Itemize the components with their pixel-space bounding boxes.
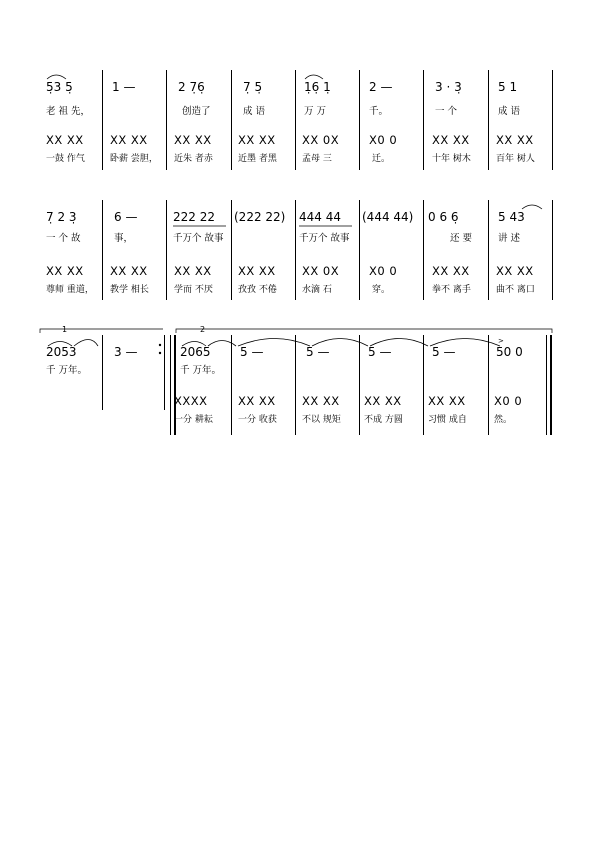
rhythm: XX 0X — [302, 133, 340, 147]
rhythm: XXXX — [174, 394, 208, 408]
melody: 5 — — [240, 345, 264, 359]
lyric: 还 要 — [450, 233, 473, 244]
melody: 2 — — [369, 80, 393, 94]
rhythm: XX XX — [174, 264, 212, 278]
lyric: 千。 — [369, 106, 389, 117]
melody: 0 6 6̣ — [428, 210, 459, 224]
rhythm: XX XX — [302, 394, 340, 408]
rhythm-lyric: 孟母 三 — [302, 154, 332, 164]
melody: 3 — — [114, 345, 138, 359]
melody: 444 44 — [299, 210, 341, 224]
lyric: 万 万 — [304, 106, 327, 117]
rhythm: XX XX — [46, 133, 84, 147]
lyric: 老 祖 先， — [46, 106, 91, 117]
melody: 3 · 3̣ — [435, 80, 462, 94]
slurs — [0, 200, 600, 300]
rhythm: XX XX — [238, 264, 276, 278]
melody: 5 — — [306, 345, 330, 359]
rhythm: XX XX — [428, 394, 466, 408]
rhythm: XX XX — [46, 264, 84, 278]
rhythm-lyric: 近墨 者黑 — [238, 154, 277, 164]
melody: 7̣ 5̣ — [243, 80, 263, 94]
rhythm: XX XX — [496, 264, 534, 278]
lyric: 成 语 — [498, 106, 521, 117]
barline — [488, 335, 489, 435]
melody: 6 — — [114, 210, 138, 224]
melody: 2053 — [46, 345, 77, 359]
final-barline-thin — [546, 335, 547, 435]
barline — [359, 335, 360, 435]
melody: 5 — — [368, 345, 392, 359]
rhythm-lyric: 不成 方圆 — [364, 415, 403, 425]
rhythm-lyric: 一分 耕耘 — [174, 415, 213, 425]
rhythm: XX XX — [432, 264, 470, 278]
rhythm: X0 0 — [369, 264, 398, 278]
melody: 5 — — [432, 345, 456, 359]
lyric: 一 个 — [435, 106, 458, 117]
rhythm-lyric: 学而 不厌 — [174, 285, 213, 295]
rhythm: XX XX — [364, 394, 402, 408]
volta-2-label: 2 — [200, 325, 206, 334]
melody: 222 22 — [173, 210, 215, 224]
melody: 5 43 — [498, 210, 525, 224]
rhythm: XX XX — [238, 394, 276, 408]
rhythm-lyric: 穿。 — [372, 285, 391, 295]
system-1 — [0, 70, 600, 170]
lyric: 讲 述 — [498, 233, 521, 244]
rhythm: XX XX — [110, 133, 148, 147]
melody: 1 — — [112, 80, 136, 94]
barline — [231, 335, 232, 435]
lyric: 千 万年。 — [46, 365, 88, 376]
rhythm: XX XX — [110, 264, 148, 278]
system-3 — [0, 325, 600, 435]
rhythm: X0 0 — [369, 133, 398, 147]
melody: 1̣6̣ 1̣ — [304, 80, 331, 94]
lyric: 事， — [114, 233, 134, 244]
rhythm-lyric: 教学 相长 — [110, 285, 149, 295]
rhythm-lyric: 迁。 — [372, 154, 391, 164]
lyric: 千万个 故事 — [173, 233, 224, 244]
rhythm-lyric: 不以 规矩 — [302, 415, 341, 425]
rhythm-lyric: 水滴 石 — [302, 285, 332, 295]
barline — [170, 335, 171, 435]
rhythm-lyric: 尊师 重道， — [46, 285, 94, 295]
rhythm-lyric: 一分 收获 — [238, 415, 277, 425]
rhythm-lyric: 卧薪 尝胆， — [110, 154, 158, 164]
lyric: 创造了 — [182, 106, 211, 117]
slurs — [0, 70, 600, 170]
svg-text:>: > — [498, 337, 504, 345]
rhythm: XX XX — [174, 133, 212, 147]
barline — [102, 335, 103, 410]
lyric: 成 语 — [243, 106, 266, 117]
melody: (222 22) — [234, 210, 286, 224]
rhythm-lyric: 习惯 成自 — [428, 415, 467, 425]
rhythm: XX 0X — [302, 264, 340, 278]
melody: 2065 — [180, 345, 211, 359]
rhythm-lyric: 曲不 离口 — [496, 285, 535, 295]
rhythm-lyric: 近朱 者赤 — [174, 154, 213, 164]
rhythm: XX XX — [496, 133, 534, 147]
melody: 50 0 — [496, 345, 523, 359]
melody: (444 44) — [362, 210, 414, 224]
lyric: 一 个 故 — [46, 233, 81, 244]
melody: 5 1 — [498, 80, 518, 94]
barline — [164, 335, 165, 410]
volta-1-label: 1 — [62, 325, 68, 334]
rhythm-lyric: 拳不 离手 — [432, 285, 471, 295]
barline — [295, 335, 296, 435]
final-barline-thick — [550, 335, 552, 435]
rhythm-lyric: 百年 树人 — [496, 154, 535, 164]
melody: 2 7̣6̣ — [178, 80, 205, 94]
lyric: 千万个 故事 — [299, 233, 350, 244]
barline — [423, 335, 424, 435]
rhythm-lyric: 一鼓 作气 — [46, 154, 85, 164]
melody: 5̣3 5̣ — [46, 80, 73, 94]
rhythm-lyric: 孜孜 不倦 — [238, 285, 277, 295]
rhythm-lyric: 十年 树木 — [432, 154, 471, 164]
system-2 — [0, 200, 600, 300]
rhythm: XX XX — [432, 133, 470, 147]
melody: 7̣ 2 3̣ — [46, 210, 77, 224]
rhythm-lyric: 然。 — [494, 415, 513, 425]
rhythm: X0 0 — [494, 394, 523, 408]
rhythm: XX XX — [238, 133, 276, 147]
lyric: 千 万年。 — [180, 365, 222, 376]
